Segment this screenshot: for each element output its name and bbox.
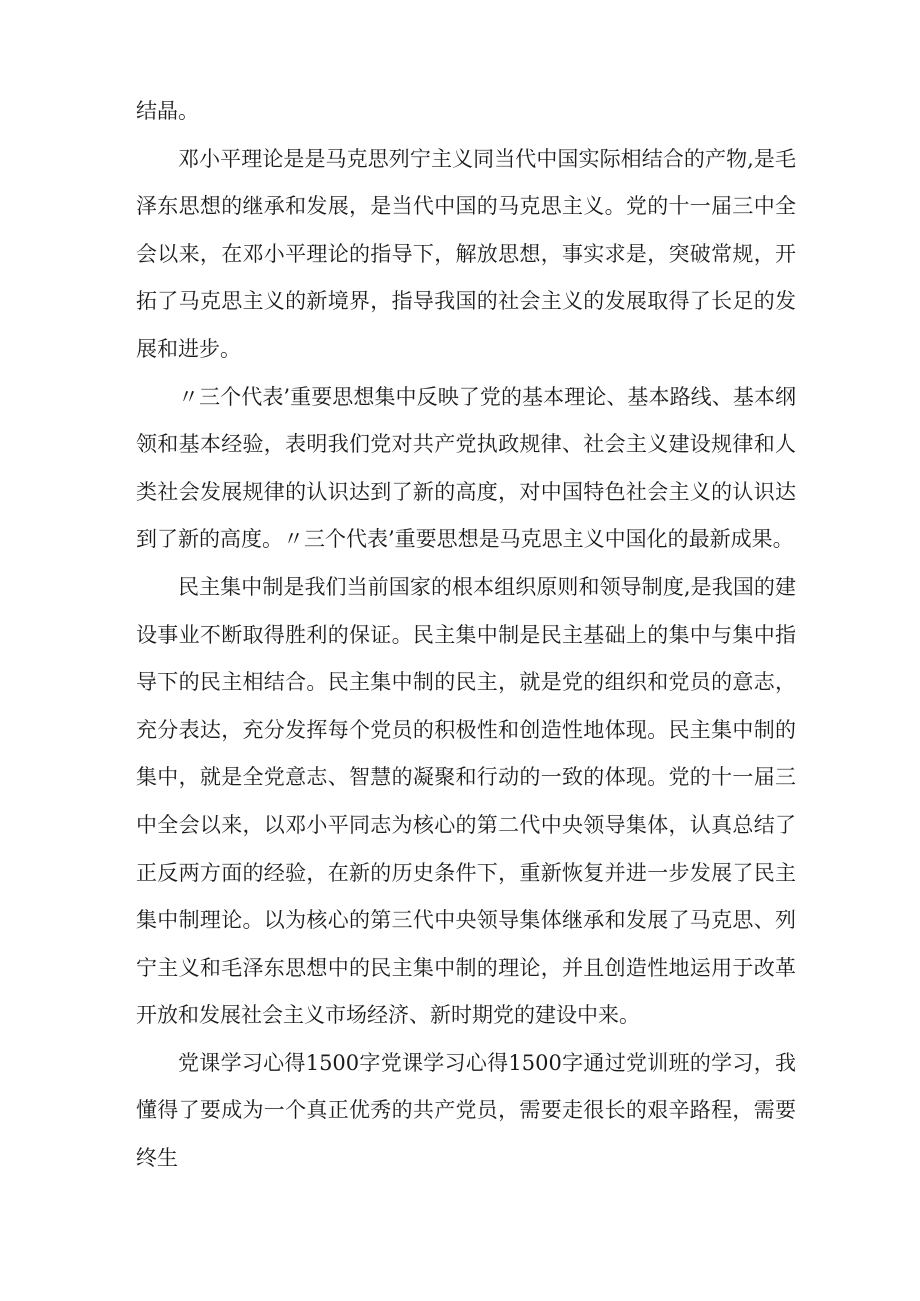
paragraph-deng-xiaoping-theory: 邓小平理论是是马克思列宁主义同当代中国实际相结合的产物,是毛泽东思想的继承和发展，是当代中国的马克思主义。党的十一届三中全会以来，在邓小平理论的指导下，解放思想，事实求是，突破常规，开拓了马克思主义的新境界，指导我国的社会主义的发展取得了长足的发展和进步。 (136, 146, 796, 361)
paragraph-continuation: 结晶。 (136, 99, 199, 123)
paragraph-democratic-centralism: 民主集中制是我们当前国家的根本组织原则和领导制度,是我国的建设事业不断取得胜利的保证。民主集中制是民主基础上的集中与集中指导下的民主相结合。民主集中制的民主，就是党的组织和党员的意志，充分表达，充分发挥每个党员的积极性和创造性地体现。民主集中制的集中，就是全党意志、智慧的凝聚和行动的一致的体现。党的十一届三中全会以来，以邓小平同志为核心的第二代中央领导集体，认真总结了正反两方面的经验，在新的历史条件下，重新恢复并进一步发展了民主集中制理论。以为核心的第三代中央领导集体继承和发展了马克思、列宁主义和毛泽东思想中的民主集中制的理论，并且创造性地运用于改革开放和发展社会主义市场经济、新时期党的建设中来。 (136, 574, 796, 1028)
document-body (136, 88, 796, 1183)
paragraph-party-class-reflection: 党课学习心得1500字党课学习心得1500字通过党训班的学习，我懂得了要成为一个真正优秀的共产党员，需要走很长的艰辛路程，需要终生 (136, 1050, 796, 1171)
paragraph-three-represents: 〃三个代表’重要思想集中反映了党的基本理论、基本路线、基本纲领和基本经验，表明我们党对共产党执政规律、社会主义建设规律和人类社会发展规律的认识达到了新的高度，对中国特色社会主义的认识达到了新的高度。〃三个代表’重要思想是马克思主义中国化的最新成果。 (136, 384, 796, 552)
